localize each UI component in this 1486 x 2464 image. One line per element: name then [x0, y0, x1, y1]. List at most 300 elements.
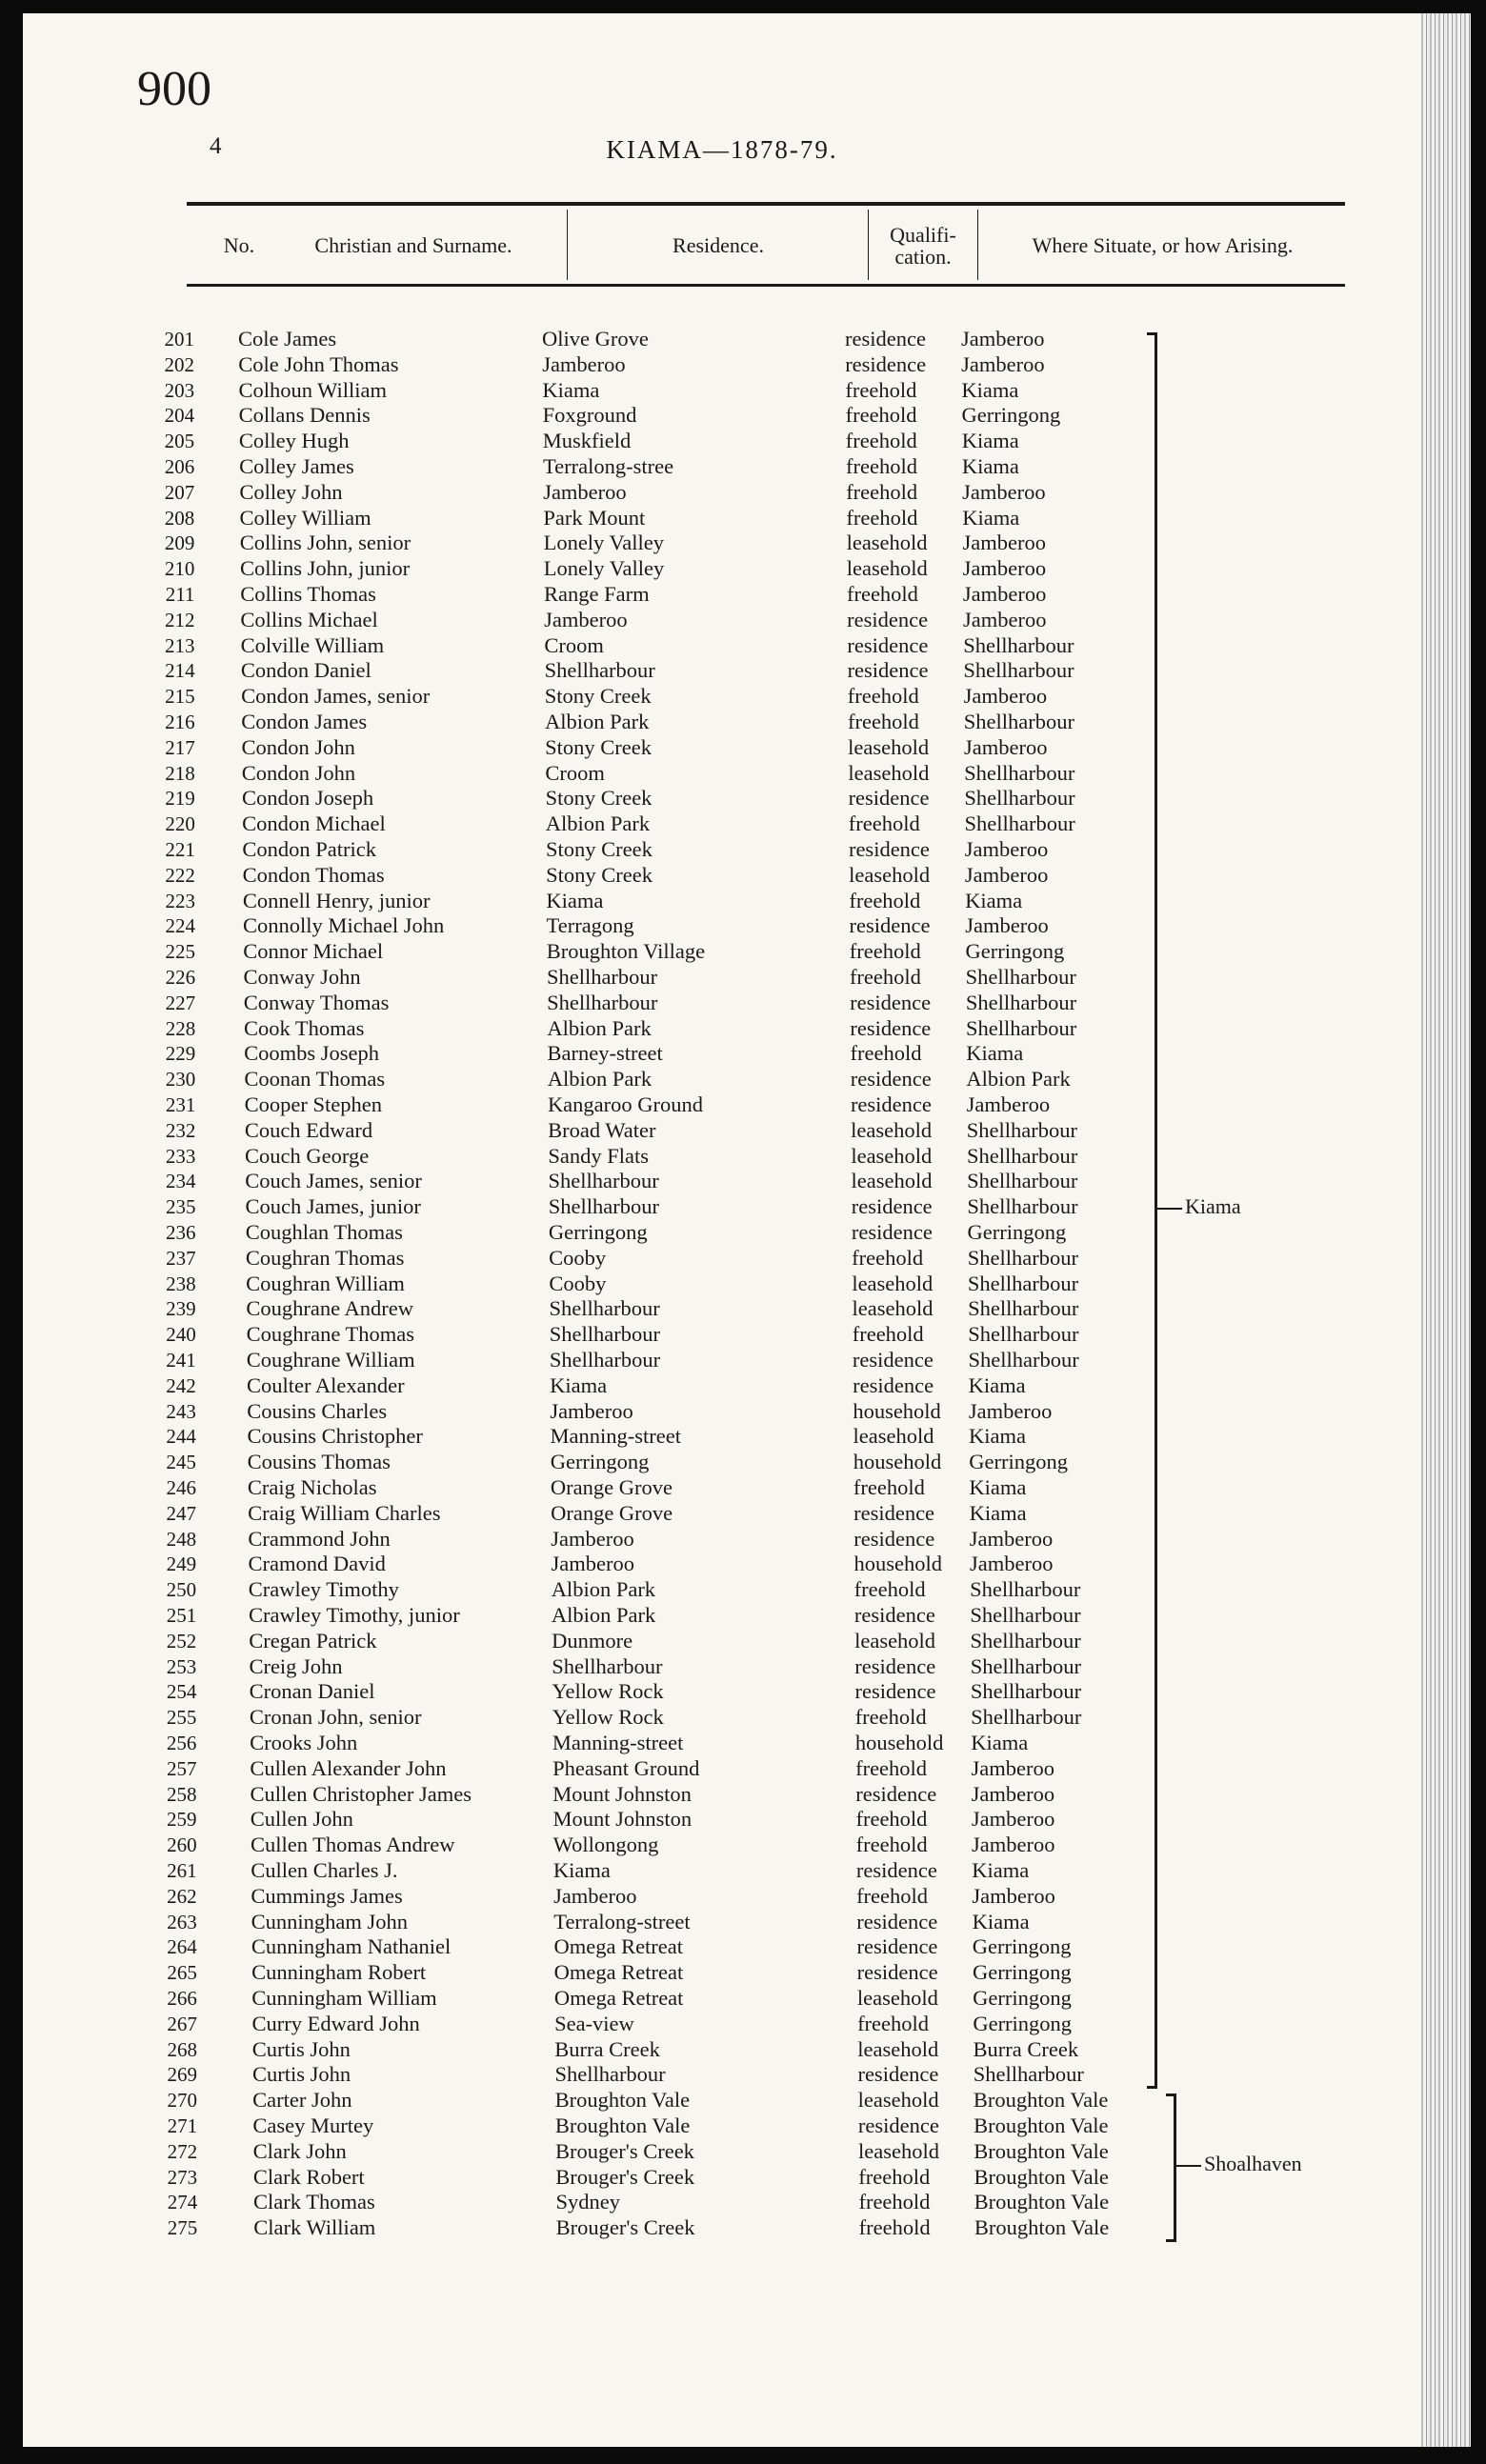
row-residence: Albion Park	[551, 1577, 656, 1602]
row-where: Broughton Vale	[974, 2215, 1110, 2240]
row-name: Craig Nicholas	[247, 1475, 377, 1499]
row-residence: Park Mount	[543, 505, 646, 530]
row-residence: Sydney	[555, 2190, 620, 2214]
row-where: Kiama	[966, 1041, 1024, 1066]
row-name: Cullen Charles J.	[251, 1858, 398, 1882]
row-where: Shellharbour	[965, 990, 1077, 1014]
document-page	[23, 13, 1421, 2447]
row-where: Kiama	[969, 1424, 1027, 1449]
row-residence: Croom	[545, 760, 605, 785]
row-where: Gerringong	[972, 1934, 1072, 1959]
row-residence: Kiama	[552, 1858, 611, 1882]
row-qualification: residence	[845, 327, 926, 351]
row-where: Shellharbour	[968, 1296, 1079, 1321]
row-name: Collins Michael	[240, 607, 378, 631]
row-number: 216	[165, 711, 195, 733]
row-residence: Muskfield	[542, 429, 632, 453]
row-qualification: leasehold	[849, 862, 931, 887]
row-name: Cummings James	[251, 1883, 403, 1908]
row-number: 256	[166, 1732, 197, 1754]
row-number: 261	[167, 1859, 197, 1882]
row-number: 266	[167, 1987, 197, 2010]
row-where: Gerringong	[972, 1960, 1072, 1985]
row-residence: Foxground	[542, 403, 637, 428]
row-number: 263	[167, 1910, 197, 1933]
row-name: Couch George	[245, 1143, 370, 1168]
row-qualification: freehold	[848, 811, 920, 836]
row-qualification: freehold	[855, 1807, 928, 1832]
row-where: Shellharbour	[970, 1653, 1081, 1678]
row-residence: Albion Park	[547, 1067, 653, 1092]
row-number: 228	[165, 1016, 196, 1040]
row-qualification: leasehold	[851, 1169, 933, 1193]
row-residence: Shellharbour	[546, 965, 658, 989]
row-qualification: residence	[850, 1015, 932, 1040]
row-where: Shellharbour	[968, 1348, 1079, 1372]
row-qualification: leasehold	[846, 556, 928, 581]
row-qualification: residence	[854, 1679, 936, 1704]
row-name: Curtis John	[251, 2036, 351, 2061]
row-where: Broughton Vale	[974, 2164, 1109, 2189]
row-qualification: leasehold	[858, 2138, 940, 2163]
row-number: 203	[164, 378, 195, 402]
row-name: Crawley Timothy, junior	[249, 1603, 460, 1627]
row-where: Jamberoo	[964, 837, 1049, 861]
row-name: Conway John	[243, 965, 361, 989]
row-name: Collans Dennis	[238, 403, 371, 428]
row-name: Collins Thomas	[240, 582, 376, 606]
row-where: Jamberoo	[972, 1833, 1055, 1857]
row-name: Coughrane Thomas	[246, 1322, 415, 1347]
row-name: Clark Robert	[252, 2164, 365, 2189]
row-qualification: freehold	[853, 1577, 926, 1602]
row-where: Gerringong	[961, 403, 1061, 428]
row-qualification: freehold	[847, 710, 919, 733]
row-where: Shellharbour	[971, 1705, 1082, 1730]
row-name: Carter John	[252, 2088, 352, 2113]
row-name: Couch James, senior	[245, 1169, 422, 1193]
row-number: 234	[165, 1170, 196, 1193]
row-where: Shellharbour	[970, 1577, 1081, 1602]
row-qualification: freehold	[850, 1041, 922, 1066]
row-residence: Shellharbour	[544, 658, 655, 683]
row-qualification: residence	[848, 837, 930, 861]
row-qualification: freehold	[852, 1322, 924, 1347]
running-head: KIAMA—1878-79.	[606, 135, 838, 164]
row-where: Kiama	[961, 454, 1019, 478]
row-qualification: freehold	[849, 965, 921, 989]
row-qualification: freehold	[855, 1755, 928, 1780]
row-name: Cole James	[238, 327, 337, 351]
row-qualification: residence	[845, 351, 927, 376]
row-number: 247	[166, 1501, 197, 1525]
row-qualification: freehold	[853, 1475, 925, 1499]
row-number: 233	[165, 1144, 196, 1168]
row-name: Cronan John, senior	[249, 1705, 422, 1730]
row-name: Coughran Thomas	[245, 1245, 405, 1270]
row-residence: Jamberoo	[550, 1398, 633, 1423]
row-where: Shellharbour	[966, 1117, 1078, 1142]
row-number: 202	[164, 352, 195, 376]
row-residence: Kiama	[546, 888, 604, 912]
row-where: Broughton Vale	[974, 2138, 1109, 2163]
row-name: Cousins Charles	[247, 1398, 388, 1423]
row-qualification: residence	[855, 1858, 937, 1882]
row-where: Shellharbour	[970, 1679, 1082, 1704]
row-number: 241	[166, 1349, 196, 1372]
row-qualification: residence	[856, 1960, 938, 1985]
row-number: 210	[164, 557, 195, 581]
row-qualification: freehold	[846, 582, 918, 606]
row-number: 242	[166, 1373, 196, 1397]
row-residence: Shellharbour	[549, 1296, 660, 1321]
group-brace	[1147, 332, 1157, 2089]
row-number: 217	[165, 735, 195, 759]
row-number: 269	[167, 2063, 197, 2087]
row-residence: Stony Creek	[545, 837, 653, 861]
row-where: Jamberoo	[972, 1883, 1055, 1908]
row-number: 248	[166, 1527, 197, 1551]
row-where: Shellharbour	[973, 2062, 1084, 2087]
row-number: 204	[164, 404, 195, 428]
row-name: Condon James	[241, 710, 368, 733]
row-number: 201	[164, 328, 194, 351]
row-number: 208	[164, 506, 195, 530]
row-where: Shellharbour	[970, 1628, 1081, 1653]
row-where: Shellharbour	[968, 1322, 1079, 1347]
row-residence: Yellow Rock	[552, 1705, 664, 1730]
row-residence: Olive Grove	[542, 327, 649, 351]
row-residence: Shellharbour	[548, 1169, 659, 1193]
row-where: Jamberoo	[968, 1398, 1053, 1423]
folio-number: 900	[137, 62, 211, 116]
row-residence: Croom	[544, 632, 604, 657]
row-number: 221	[165, 838, 195, 861]
row-name: Connell Henry, junior	[242, 888, 431, 912]
row-residence: Lonely Valley	[543, 531, 665, 555]
row-residence: Mount Johnston	[552, 1807, 693, 1832]
row-qualification: household	[853, 1398, 941, 1423]
row-name: Creig John	[249, 1653, 343, 1678]
row-number: 262	[167, 1884, 197, 1908]
row-name: Cronan Daniel	[249, 1679, 375, 1704]
row-number: 227	[165, 991, 196, 1014]
row-name: Connolly Michael John	[243, 913, 445, 938]
row-where: Kiama	[968, 1372, 1026, 1397]
row-name: Casey Murtey	[252, 2113, 374, 2137]
row-where: Kiama	[961, 377, 1019, 402]
row-where: Jamberoo	[962, 556, 1047, 581]
row-qualification: residence	[857, 2113, 939, 2137]
row-name: Cunningham Robert	[251, 1960, 427, 1985]
row-qualification: leasehold	[852, 1271, 934, 1295]
row-name: Curtis John	[251, 2062, 351, 2087]
row-qualification: residence	[855, 1781, 937, 1806]
row-residence: Albion Park	[547, 1015, 652, 1040]
row-residence: Shellharbour	[547, 990, 658, 1014]
row-qualification: residence	[847, 632, 929, 657]
row-name: Cook Thomas	[243, 1015, 365, 1040]
row-where: Jamberoo	[962, 479, 1046, 504]
row-residence: Cooby	[549, 1245, 607, 1270]
row-name: Curry Edward John	[251, 2011, 420, 2035]
row-number: 245	[166, 1451, 196, 1474]
row-residence: Albion Park	[551, 1603, 656, 1627]
row-where: Jamberoo	[962, 582, 1047, 606]
row-number: 253	[166, 1654, 197, 1678]
row-residence: Kiama	[542, 377, 600, 402]
row-name: Coughrane William	[246, 1348, 415, 1372]
row-number: 275	[167, 2216, 198, 2240]
row-number: 212	[164, 608, 195, 631]
row-name: Cullen Alexander John	[250, 1755, 447, 1780]
column-header-where: Where Situate, or how Arising.	[1032, 233, 1294, 258]
row-where: Kiama	[961, 429, 1019, 453]
row-residence: Yellow Rock	[552, 1679, 664, 1704]
row-number: 235	[165, 1195, 196, 1219]
row-number: 224	[165, 914, 195, 938]
row-where: Kiama	[969, 1500, 1027, 1525]
row-number: 251	[166, 1604, 197, 1627]
row-qualification: leasehold	[856, 1986, 938, 2010]
row-residence: Terralong-stree	[542, 454, 674, 478]
row-name: Colley William	[239, 505, 372, 530]
row-name: Cousins Thomas	[247, 1450, 391, 1474]
column-header-residence: Residence.	[673, 233, 764, 258]
row-residence: Pheasant Ground	[552, 1755, 700, 1780]
row-residence: Gerringong	[550, 1450, 650, 1474]
row-residence: Terralong-street	[553, 1909, 691, 1933]
row-where: Gerringong	[967, 1220, 1067, 1244]
row-qualification: freehold	[847, 684, 919, 709]
row-where: Kiama	[972, 1909, 1030, 1933]
row-qualification: freehold	[845, 403, 917, 428]
row-qualification: freehold	[858, 2190, 931, 2214]
row-number: 236	[166, 1221, 196, 1244]
row-name: Cregan Patrick	[249, 1628, 377, 1653]
row-number: 250	[166, 1578, 197, 1602]
row-residence: Albion Park	[545, 811, 651, 836]
group-label: Kiama	[1185, 1194, 1241, 1219]
row-name: Coombs Joseph	[244, 1041, 380, 1066]
row-where: Kiama	[962, 505, 1020, 530]
row-name: Crammond John	[248, 1526, 391, 1551]
row-where: Jamberoo	[964, 862, 1049, 887]
row-where: Jamberoo	[962, 531, 1046, 555]
row-residence: Broad Water	[548, 1117, 656, 1142]
row-qualification: household	[853, 1450, 942, 1474]
row-name: Cousins Christopher	[247, 1424, 423, 1449]
row-residence: Stony Creek	[545, 734, 653, 759]
row-name: Cramond David	[248, 1552, 386, 1576]
row-qualification: freehold	[854, 1705, 927, 1730]
row-qualification: freehold	[845, 377, 917, 402]
row-where: Shellharbour	[965, 965, 1076, 989]
row-where: Shellharbour	[964, 811, 1075, 836]
row-number: 213	[165, 633, 195, 657]
row-number: 267	[167, 2012, 197, 2035]
row-where: Shellharbour	[967, 1169, 1078, 1193]
row-where: Jamberoo	[971, 1807, 1055, 1832]
row-residence: Albion Park	[544, 710, 650, 733]
row-residence: Dunmore	[552, 1628, 633, 1653]
row-name: Condon Patrick	[242, 837, 377, 861]
row-number: 230	[165, 1068, 196, 1092]
row-qualification: residence	[847, 658, 929, 683]
row-qualification: leasehold	[851, 1117, 933, 1142]
row-name: Clark William	[253, 2215, 376, 2240]
page-edge	[1421, 13, 1471, 2447]
row-name: Cullen Christopher James	[250, 1781, 472, 1806]
row-number: 207	[164, 480, 195, 504]
row-qualification: leasehold	[853, 1424, 934, 1449]
row-qualification: leasehold	[848, 760, 930, 785]
page-number: 4	[210, 133, 222, 159]
row-qualification: residence	[852, 1348, 934, 1372]
row-residence: Brouger's Creek	[555, 2164, 695, 2189]
row-qualification: residence	[850, 990, 932, 1014]
row-name: Coonan Thomas	[244, 1067, 386, 1092]
row-name: Condon Michael	[242, 811, 386, 836]
row-residence: Lonely Valley	[543, 556, 665, 581]
row-residence: Jamberoo	[543, 479, 627, 504]
column-divider	[868, 210, 869, 280]
row-name: Condon Thomas	[242, 862, 385, 887]
row-where: Shellharbour	[963, 658, 1074, 683]
row-name: Cooper Stephen	[244, 1092, 382, 1116]
row-residence: Kangaroo Ground	[547, 1092, 704, 1116]
brace-point	[1157, 1208, 1182, 1210]
row-name: Collins John, senior	[239, 531, 412, 555]
row-number: 239	[166, 1297, 196, 1321]
row-qualification: residence	[854, 1653, 936, 1678]
row-residence: Broughton Village	[546, 939, 706, 964]
row-where: Gerringong	[969, 1450, 1068, 1474]
row-name: Condon James, senior	[241, 684, 431, 709]
row-number: 254	[166, 1680, 197, 1704]
row-qualification: residence	[851, 1194, 933, 1219]
row-where: Gerringong	[973, 2011, 1073, 2035]
row-where: Broughton Vale	[974, 2113, 1109, 2137]
row-number: 232	[165, 1118, 196, 1142]
row-name: Collins John, junior	[239, 556, 411, 581]
row-residence: Jamberoo	[551, 1526, 634, 1551]
row-name: Colley John	[239, 479, 343, 504]
row-number: 218	[165, 761, 195, 785]
row-qualification: household	[854, 1731, 944, 1754]
row-name: Cole John Thomas	[238, 351, 399, 376]
row-number: 255	[166, 1706, 197, 1730]
row-where: Jamberoo	[966, 1092, 1051, 1116]
row-where: Kiama	[969, 1475, 1027, 1499]
row-residence: Broughton Vale	[554, 2113, 691, 2137]
row-where: Shellharbour	[964, 786, 1075, 811]
row-number: 209	[164, 531, 195, 555]
row-number: 258	[167, 1782, 197, 1806]
row-name: Craig William Charles	[248, 1500, 441, 1525]
row-residence: Shellharbour	[552, 1653, 663, 1678]
row-where: Jamberoo	[971, 1755, 1054, 1780]
row-number: 225	[165, 940, 196, 964]
row-where: Jamberoo	[969, 1552, 1054, 1576]
row-number: 222	[165, 863, 195, 887]
row-residence: Kiama	[550, 1372, 608, 1397]
row-number: 219	[165, 787, 195, 811]
row-residence: Manning-street	[550, 1424, 681, 1449]
row-residence: Burra Creek	[554, 2036, 660, 2061]
row-name: Crawley Timothy	[248, 1577, 399, 1602]
row-residence: Range Farm	[543, 582, 650, 606]
row-qualification: freehold	[855, 1833, 928, 1857]
row-residence: Omega Retreat	[553, 1986, 684, 2010]
column-header-no: No.	[223, 233, 255, 258]
row-qualification: freehold	[846, 505, 918, 530]
row-qualification: leasehold	[851, 1143, 933, 1168]
row-name: Condon Joseph	[241, 786, 374, 811]
row-qualification: freehold	[845, 454, 917, 478]
row-name: Cunningham John	[251, 1909, 409, 1933]
row-qualification: residence	[856, 1934, 938, 1959]
row-qualification: residence	[857, 2062, 939, 2087]
row-residence: Manning-street	[552, 1731, 684, 1754]
row-qualification: residence	[850, 1092, 932, 1116]
row-qualification: residence	[853, 1372, 934, 1397]
row-residence: Jamberoo	[551, 1552, 634, 1576]
row-number: 259	[167, 1808, 197, 1832]
row-qualification: residence	[856, 1909, 938, 1933]
row-number: 252	[166, 1629, 197, 1653]
row-residence: Broughton Vale	[554, 2088, 691, 2113]
row-where: Kiama	[971, 1731, 1029, 1754]
row-number: 211	[165, 583, 195, 606]
row-residence: Omega Retreat	[553, 1934, 684, 1959]
row-qualification: leasehold	[848, 734, 930, 759]
row-qualification: residence	[853, 1526, 935, 1551]
row-residence: Gerringong	[548, 1220, 648, 1244]
row-qualification: residence	[853, 1500, 935, 1525]
row-residence: Shellharbour	[554, 2062, 666, 2087]
row-residence: Jamberoo	[542, 351, 626, 376]
row-where: Burra Creek	[973, 2036, 1079, 2061]
row-where: Jamberoo	[965, 913, 1049, 938]
row-residence: Sandy Flats	[548, 1143, 649, 1168]
row-number: 237	[166, 1246, 196, 1270]
row-where: Jamberoo	[961, 351, 1045, 376]
row-qualification: leasehold	[852, 1296, 934, 1321]
row-qualification: freehold	[849, 939, 921, 964]
row-number: 265	[167, 1961, 197, 1985]
row-name: Conway Thomas	[243, 990, 390, 1014]
row-number: 272	[167, 2139, 198, 2163]
row-number: 246	[166, 1476, 196, 1499]
row-qualification: freehold	[852, 1245, 924, 1270]
row-name: Cunningham Nathaniel	[251, 1934, 452, 1959]
row-number: 260	[167, 1833, 197, 1857]
row-residence: Brouger's Creek	[555, 2215, 695, 2240]
row-number: 271	[167, 2114, 198, 2137]
row-name: Clark John	[252, 2138, 347, 2163]
row-residence: Wollongong	[552, 1833, 659, 1857]
row-name: Crooks John	[250, 1731, 358, 1754]
row-number: 206	[164, 455, 195, 478]
row-name: Condon John	[241, 734, 355, 759]
row-qualification: leasehold	[846, 531, 928, 555]
row-name: Couch Edward	[244, 1117, 373, 1142]
row-residence: Orange Grove	[550, 1475, 673, 1499]
row-number: 274	[167, 2191, 198, 2214]
row-name: Couch James, junior	[245, 1194, 421, 1219]
row-residence: Jamberoo	[553, 1883, 637, 1908]
